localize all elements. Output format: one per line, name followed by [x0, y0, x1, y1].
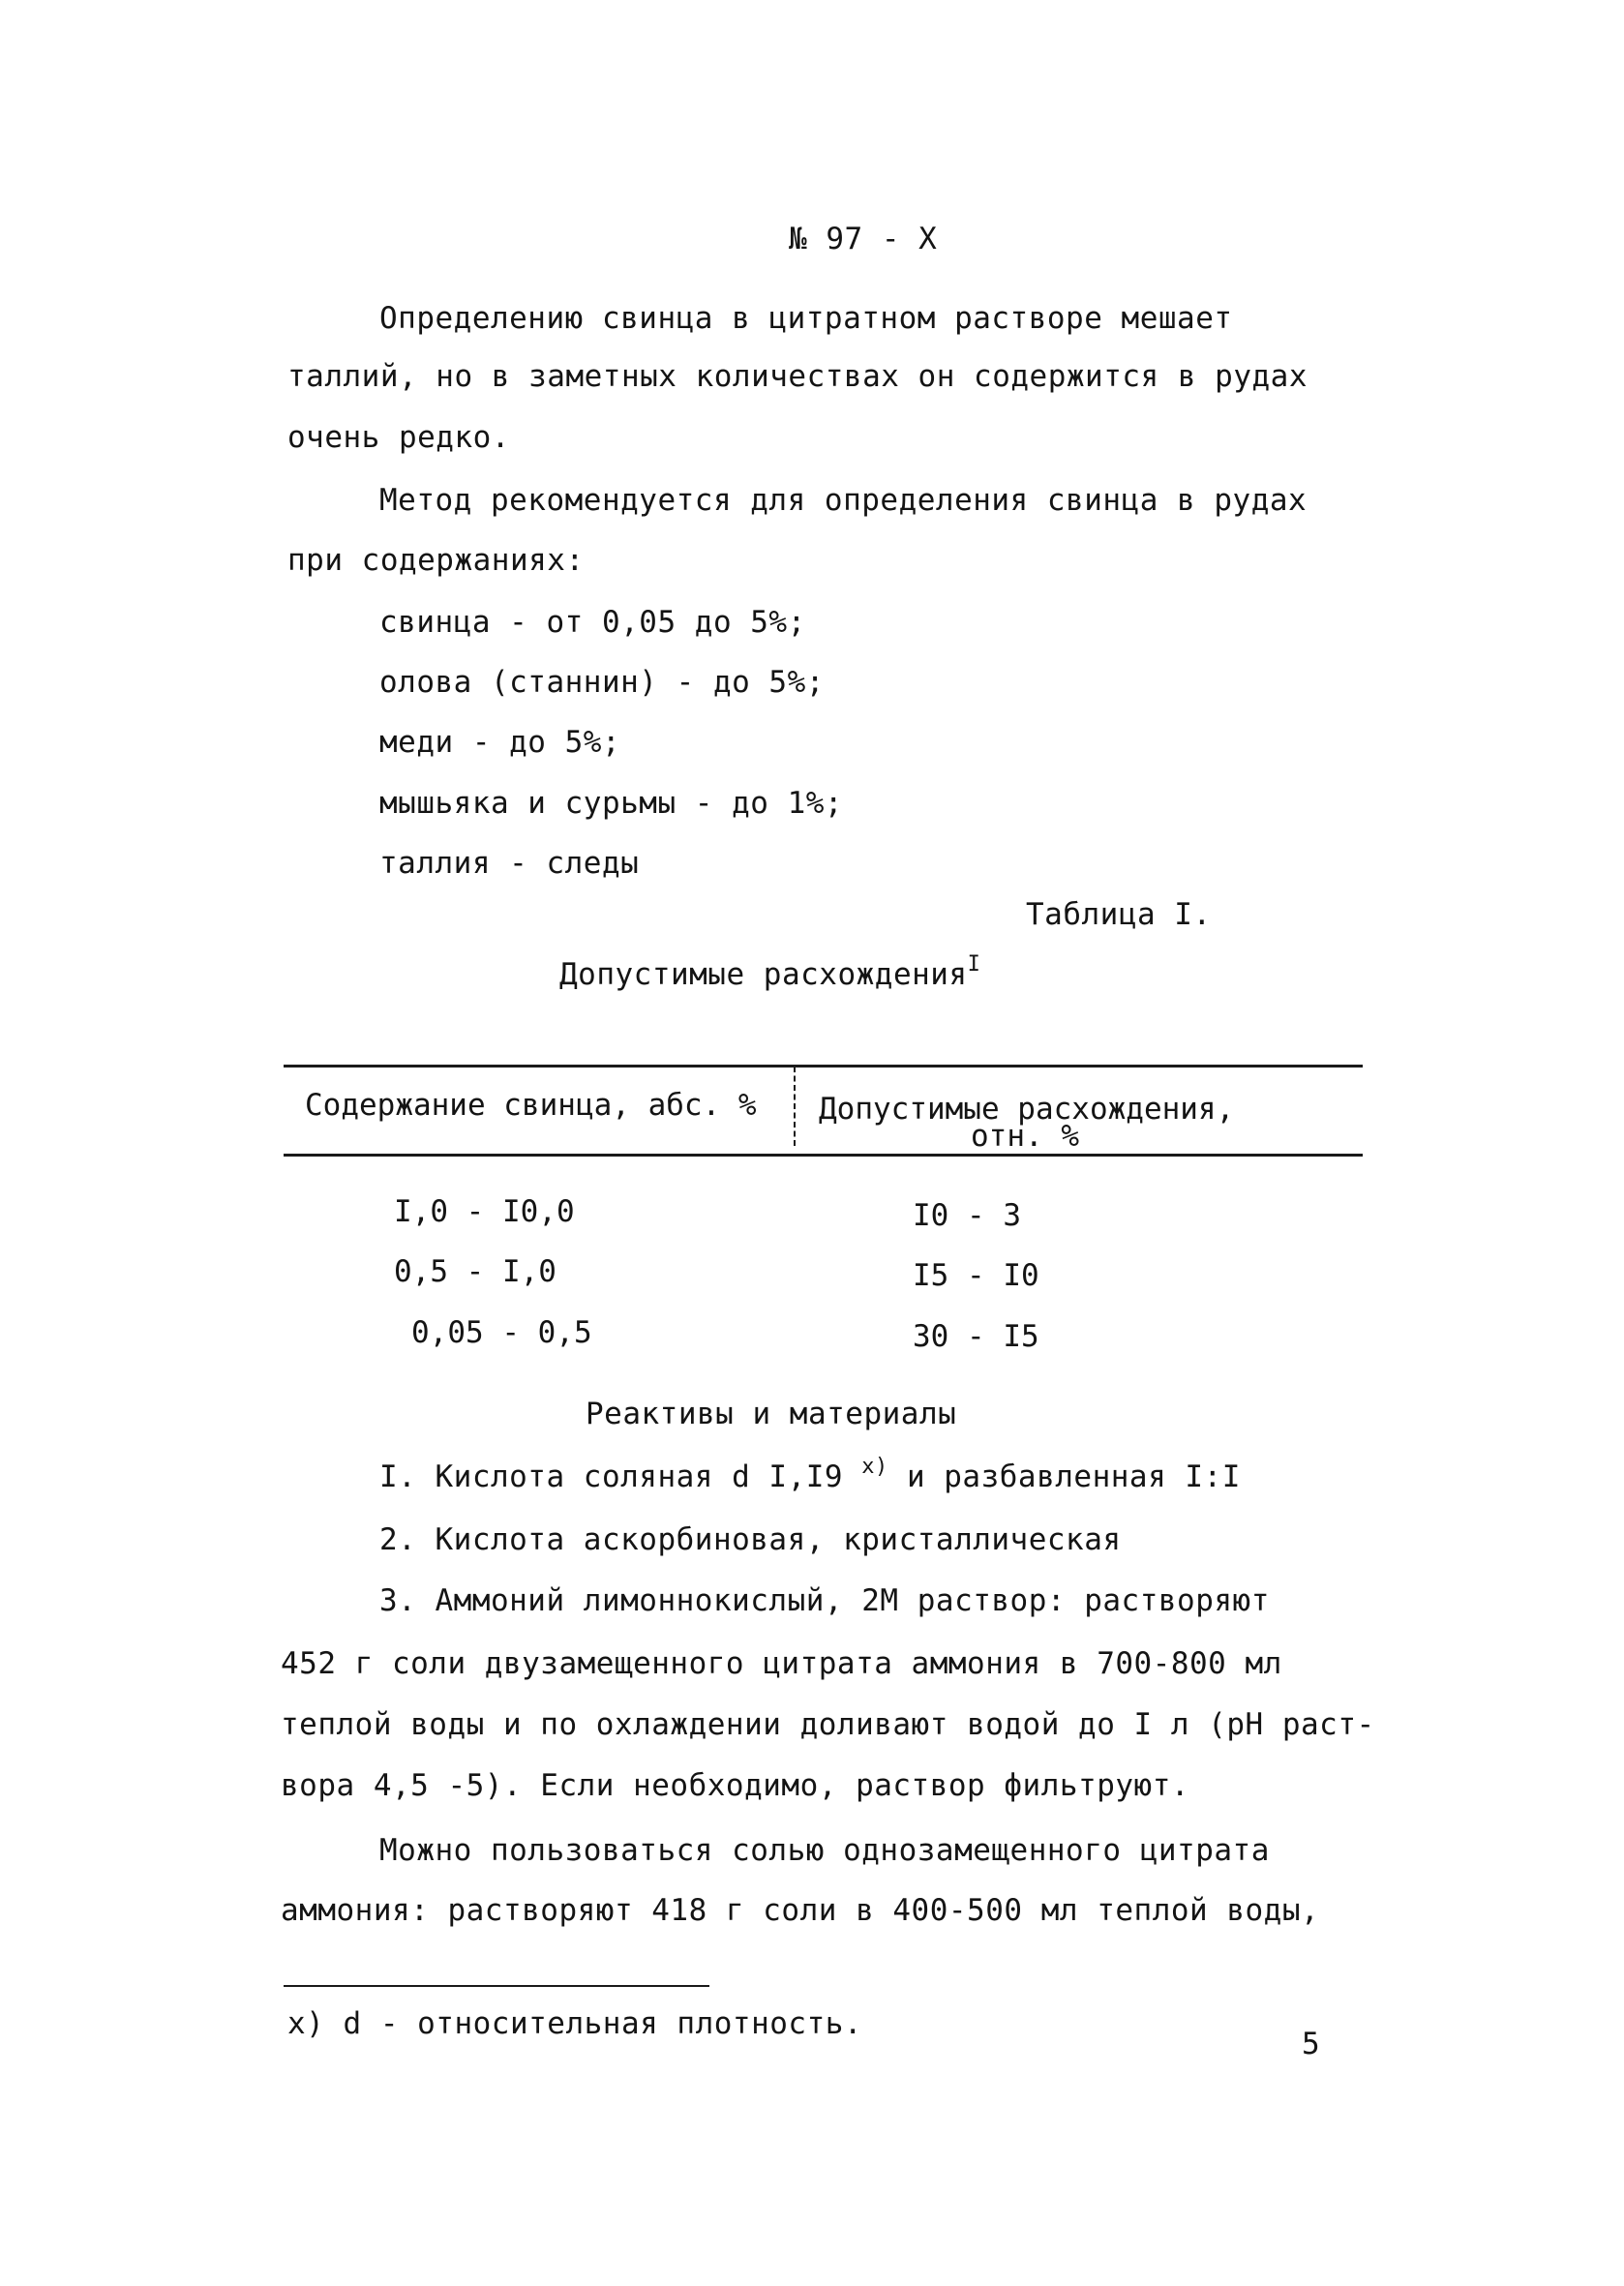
reagent-note-line-1: Можно пользоваться солью однозамещенного цитрата	[379, 1833, 1270, 1868]
reagent-note-line-2: аммония: растворяют 418 г соли в 400-500 мл теплой воды,	[281, 1893, 1320, 1928]
table-col1-header: Содержание свинца, абс. %	[305, 1088, 757, 1123]
method-line-1: Метод рекомендуется для определения свинца в рудах	[379, 483, 1308, 518]
page-number: 5	[1302, 2027, 1321, 2061]
table-title	[559, 952, 981, 997]
content-item-arsenic-antimony: мышьяка и сурьмы - до 1%;	[379, 786, 844, 821]
table-row-3-discrepancy: 30 - I5	[913, 1319, 1039, 1354]
intro-line-1: Определению свинца в цитратном растворе мешает	[379, 301, 1233, 336]
table-col2-header-line1: Допустимые расхождения,	[819, 1092, 1235, 1127]
table-row-2-discrepancy: I5 - I0	[913, 1258, 1039, 1293]
reagent-item-2: 2. Кислота аскорбиновая, кристаллическая	[379, 1522, 1122, 1557]
reagent-item-1-text: I. Кислота соляная d I,I9	[379, 1459, 844, 1494]
footnote-rule	[284, 1985, 709, 1987]
footnote-text: x) d - относительная плотность.	[287, 2006, 863, 2041]
table-label: Таблица I.	[1026, 897, 1212, 932]
table-row-2-content: 0,5 - I,0	[394, 1254, 556, 1289]
table-row-1-content: I,0 - I0,0	[394, 1194, 575, 1229]
table-title-text: Допустимые расхождения	[559, 957, 968, 992]
table-header-rule	[284, 1154, 1363, 1157]
intro-line-3: очень редко.	[287, 420, 510, 455]
content-item-copper: меди - до 5%;	[379, 725, 621, 760]
table-col2-header-line2: отн. %	[971, 1119, 1079, 1154]
page-code: № 97 - Х	[789, 222, 938, 256]
content-item-thallium: таллия - следы	[379, 846, 640, 881]
table-top-rule	[284, 1065, 1363, 1068]
content-item-lead: свинца - от 0,05 до 5%;	[379, 605, 806, 640]
method-line-2: при содержаниях:	[287, 543, 585, 578]
reagent-item-1-superscript: x)	[861, 1455, 888, 1479]
intro-line-2: таллий, но в заметных количествах он содержится в рудах	[287, 359, 1308, 394]
reagent-item-1	[379, 1455, 1241, 1499]
reagent-item-3-line-4: вора 4,5 -5). Если необходимо, раствор фильтруют.	[281, 1768, 1190, 1803]
reagent-item-3-line-3: теплой воды и по охлаждении доливают водой до I л (рН раст-	[281, 1707, 1375, 1742]
table-column-divider	[794, 1067, 796, 1146]
table-title-superscript: I	[967, 952, 981, 977]
content-item-tin: олова (станнин) - до 5%;	[379, 665, 825, 700]
reagent-item-3-line-1: 3. Аммоний лимоннокислый, 2М раствор: растворяют	[379, 1583, 1270, 1618]
reagent-item-1-tail: и разбавленная I:I	[906, 1459, 1241, 1494]
table-row-3-content: 0,05 - 0,5	[411, 1315, 592, 1350]
table-row-1-discrepancy: I0 - 3	[913, 1198, 1021, 1233]
reagents-heading: Реактивы и материалы	[586, 1397, 957, 1431]
reagent-item-3-line-2: 452 г соли двузамещенного цитрата аммония в 700-800 мл	[281, 1646, 1282, 1681]
